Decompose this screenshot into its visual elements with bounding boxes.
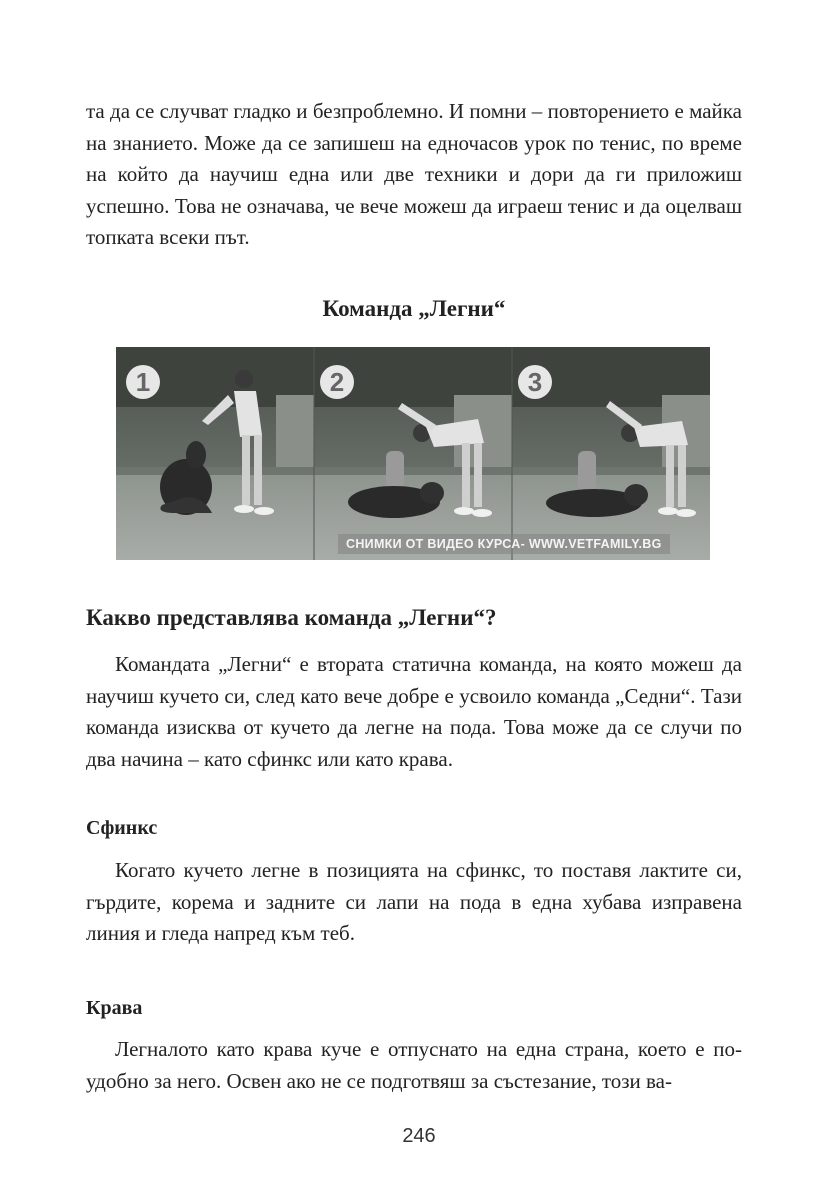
photo-caption: СНИМКИ ОТ ВИДЕО КУРСА- WWW.VETFAMILY.BG: [338, 534, 670, 554]
heading-cow: Крава: [86, 997, 143, 1019]
page-number: 246: [402, 1125, 436, 1147]
step-badge-3: 3: [518, 365, 552, 399]
heading-what-is-down: Какво представлява команда „Легни“?: [86, 605, 497, 630]
heading-sphinx: Сфинкс: [86, 817, 158, 839]
page-body: [86, 96, 742, 254]
sphinx-paragraph: Когато кучето легне в позицията на сфинкс, то поставя лактите си, гърдите, корема и задните си лапи на пода в една хубава изправена линия и гледа напред към теб.: [86, 858, 742, 945]
what-paragraph: Командата „Легни“ е втората статична команда, на която можеш да научиш кучето си, след като вече добре е усвоило команда „Седни“. Тази команда изисква от кучето да легне на пода. Това може да се случи по два начина – като сфинкс или като крава.: [86, 652, 742, 771]
intro-paragraph: та да се случват гладко и безпроблемно. И помни – повторението е майка на знанието. Може да се запишеш на едночасов урок по тенис, по време на който да научиш една или две техники и дори да ги приложиш успешно. Това не означава, че вече можеш да играеш тенис и да оцелваш топката всеки път.: [86, 99, 742, 249]
photo-illustration: [116, 347, 710, 560]
step-badge-2: 2: [320, 365, 354, 399]
section-title: Команда „Легни“: [322, 296, 506, 321]
cow-paragraph: Легналото като крава куче е отпуснато на една страна, което е по-удобно за него. Освен ако не се подготвяш за състезание, този ва-: [86, 1037, 742, 1093]
step-badge-1: 1: [126, 365, 160, 399]
figure-photo-sequence: [116, 347, 710, 560]
